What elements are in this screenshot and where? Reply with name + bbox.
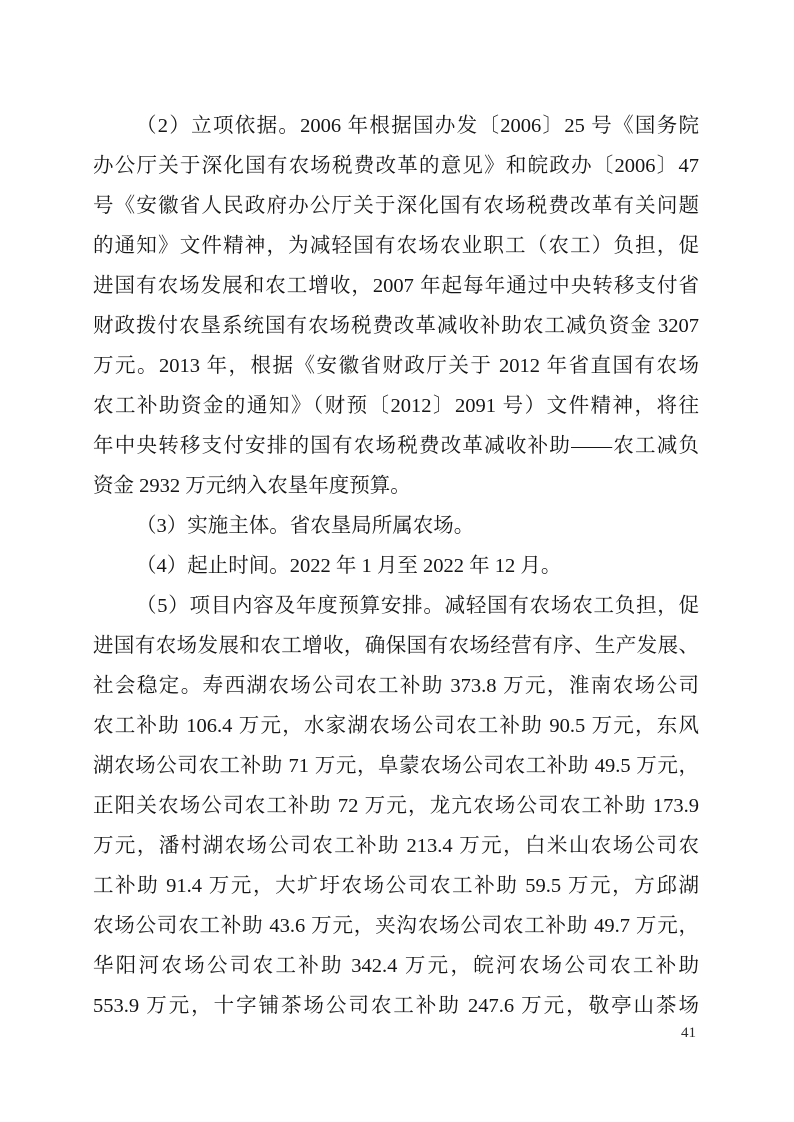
text-line: 进国有农场发展和农工增收，确保国有农场经营有序、生产发展、 [93,635,699,657]
text-line: 湖农场公司农工补助 71 万元，阜蒙农场公司农工补助 49.5 万元， [93,755,699,777]
text-line: 553.9 万元，十字铺茶场公司农工补助 247.6 万元，敬亭山茶场 [93,995,699,1017]
text-line: 万元。2013 年，根据《安徽省财政厅关于 2012 年省直国有农场 [93,355,699,377]
text-line: 进国有农场发展和农工增收，2007 年起每年通过中央转移支付省 [93,275,699,297]
text-line: 正阳关农场公司农工补助 72 万元，龙亢农场公司农工补助 173.9 [93,795,699,817]
text-line: 号《安徽省人民政府办公厅关于深化国有农场税费改革有关问题 [93,195,699,217]
text-line: 资金 2932 万元纳入农垦年度预算。 [93,475,411,497]
text-line: 的通知》文件精神，为减轻国有农场农业职工（农工）负担，促 [93,235,699,257]
text-line: 财政拨付农垦系统国有农场税费改革减收补助农工减负资金 3207 [93,315,699,337]
text-line: （4）起止时间。2022 年 1 月至 2022 年 12 月。 [136,555,562,577]
text-line: 农工补助资金的通知》（财预〔2012〕2091 号）文件精神，将往 [93,395,699,417]
text-line: （3）实施主体。省农垦局所属农场。 [136,515,475,537]
text-line: 社会稳定。寿西湖农场公司农工补助 373.8 万元，淮南农场公司 [93,675,699,697]
text-line: 办公厅关于深化国有农场税费改革的意见》和皖政办〔2006〕47 [93,155,699,177]
text-line: 年中央转移支付安排的国有农场税费改革减收补助——农工减负 [93,435,699,457]
text-line: （5）项目内容及年度预算安排。减轻国有农场农工负担，促 [136,595,699,617]
text-line: 工补助 91.4 万元，大圹圩农场公司农工补助 59.5 万元，方邱湖 [93,875,699,897]
text-line: 农工补助 106.4 万元，水家湖农场公司农工补助 90.5 万元，东风 [93,715,699,737]
text-line: 万元，潘村湖农场公司农工补助 213.4 万元，白米山农场公司农 [93,835,699,857]
page-number: 41 [681,1025,696,1041]
text-line: 农场公司农工补助 43.6 万元，夹沟农场公司农工补助 49.7 万元， [93,915,699,937]
text-line: （2）立项依据。2006 年根据国办发〔2006〕25 号《国务院 [136,115,699,137]
text-line: 华阳河农场公司农工补助 342.4 万元，皖河农场公司农工补助 [93,955,699,977]
document-body [93,106,699,1026]
